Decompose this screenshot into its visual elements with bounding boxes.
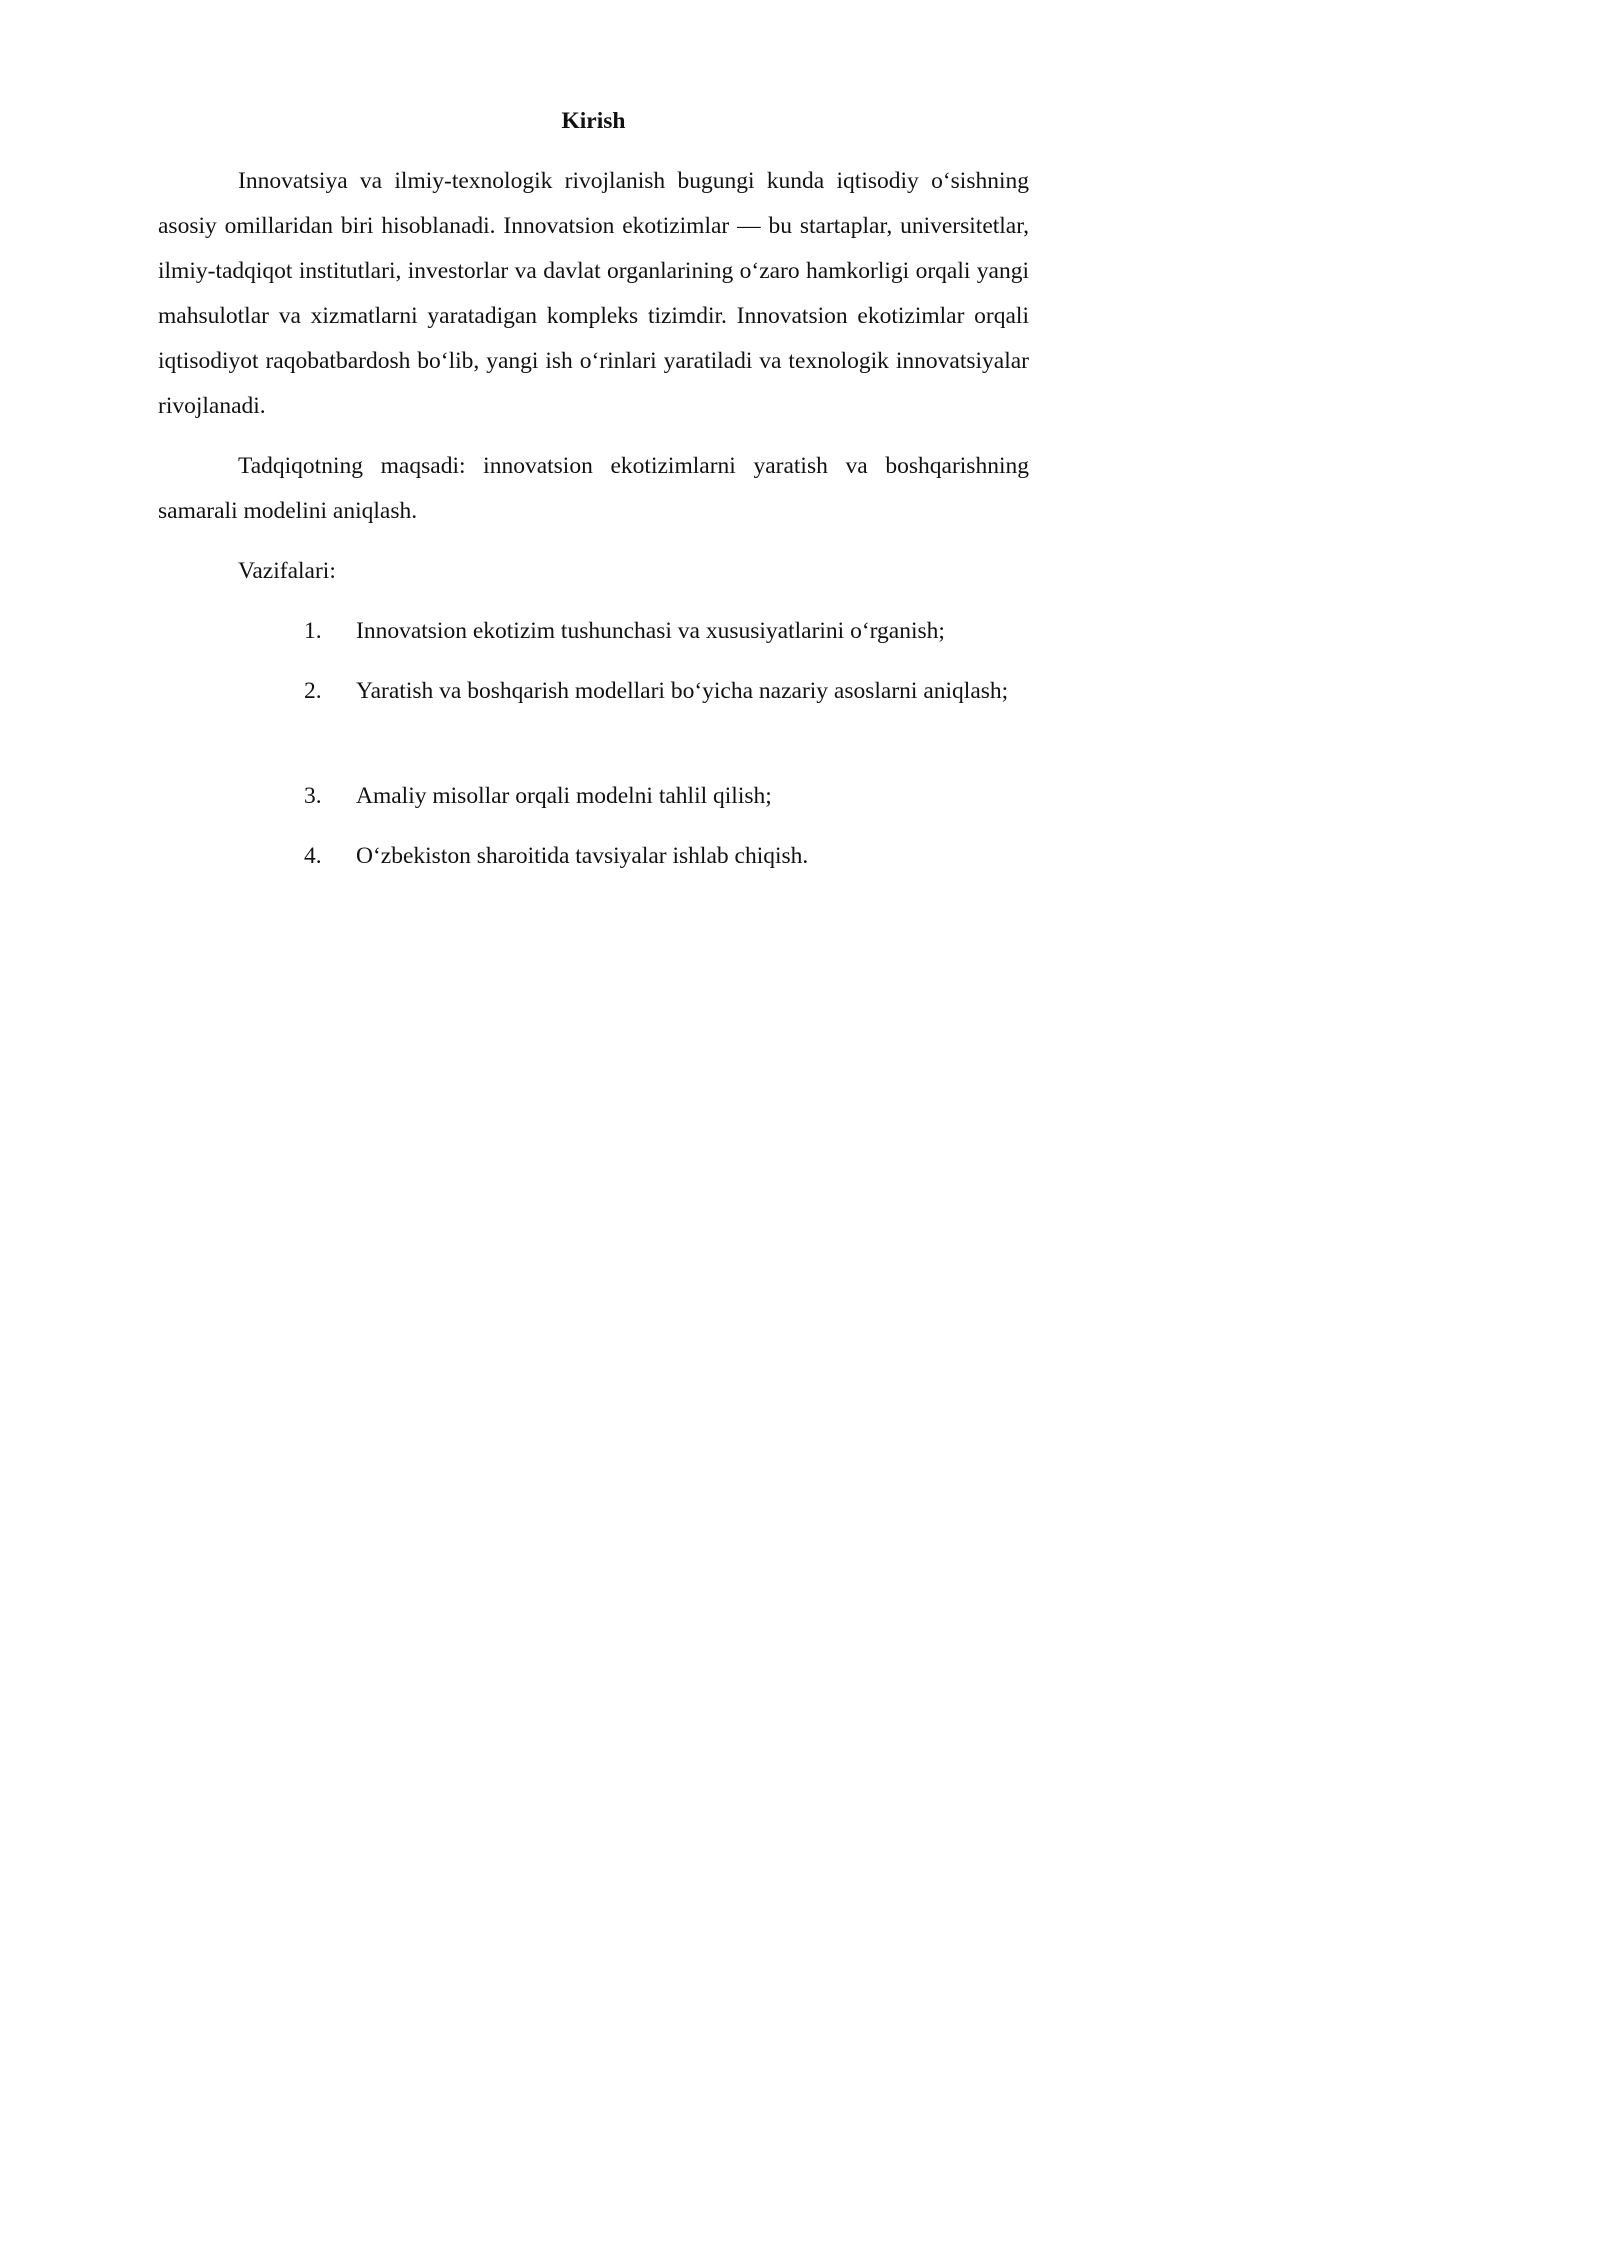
task-number: 1.	[304, 618, 322, 644]
task-number: 3.	[304, 783, 322, 809]
task-list-item	[225, 609, 1029, 654]
page-title: Kirish	[561, 108, 626, 134]
task-text: Innovatsion ekotizim tushunchasi va xususiyatlarini o‘rganish;	[356, 618, 945, 644]
task-number: 2.	[304, 678, 322, 704]
document-page	[0, 0, 1108, 1566]
task-text: O‘zbekiston sharoitida tavsiyalar ishlab chiqish.	[356, 843, 809, 869]
task-number: 4.	[304, 843, 322, 869]
task-list-item	[225, 669, 1029, 714]
aim-paragraph: Tadqiqotning maqsadi: innovatsion ekotizimlarni yaratish va boshqarishning samarali modelini aniqlash.	[158, 453, 1029, 524]
tasks-label: Vazifalari:	[238, 558, 336, 584]
task-list-item	[225, 774, 1029, 819]
task-list-item	[225, 834, 1029, 879]
intro-paragraph: Innovatsiya va ilmiy-texnologik rivojlanish bugungi kunda iqtisodiy o‘sishning asosiy omillaridan biri hisoblanadi. Innovatsion ekotizimlar — bu startaplar, universitetlar, ilmiy-tadqiqot institutlari, investorlar va davlat organlarining o‘zaro hamkorligi orqali yangi mahsulotlar va xizmatlarni yaratadigan kompleks tizimdir. Innovatsion ekotizimlar orqali iqtisodiyot raqobatbardosh bo‘lib, yangi ish o‘rinlari yaratiladi va texnologik innovatsiyalar rivojlanadi.	[158, 168, 1029, 419]
task-text: Yaratish va boshqarish modellari bo‘yicha nazariy asoslarni aniqlash;	[356, 678, 1009, 704]
task-text: Amaliy misollar orqali modelni tahlil qilish;	[356, 783, 772, 809]
